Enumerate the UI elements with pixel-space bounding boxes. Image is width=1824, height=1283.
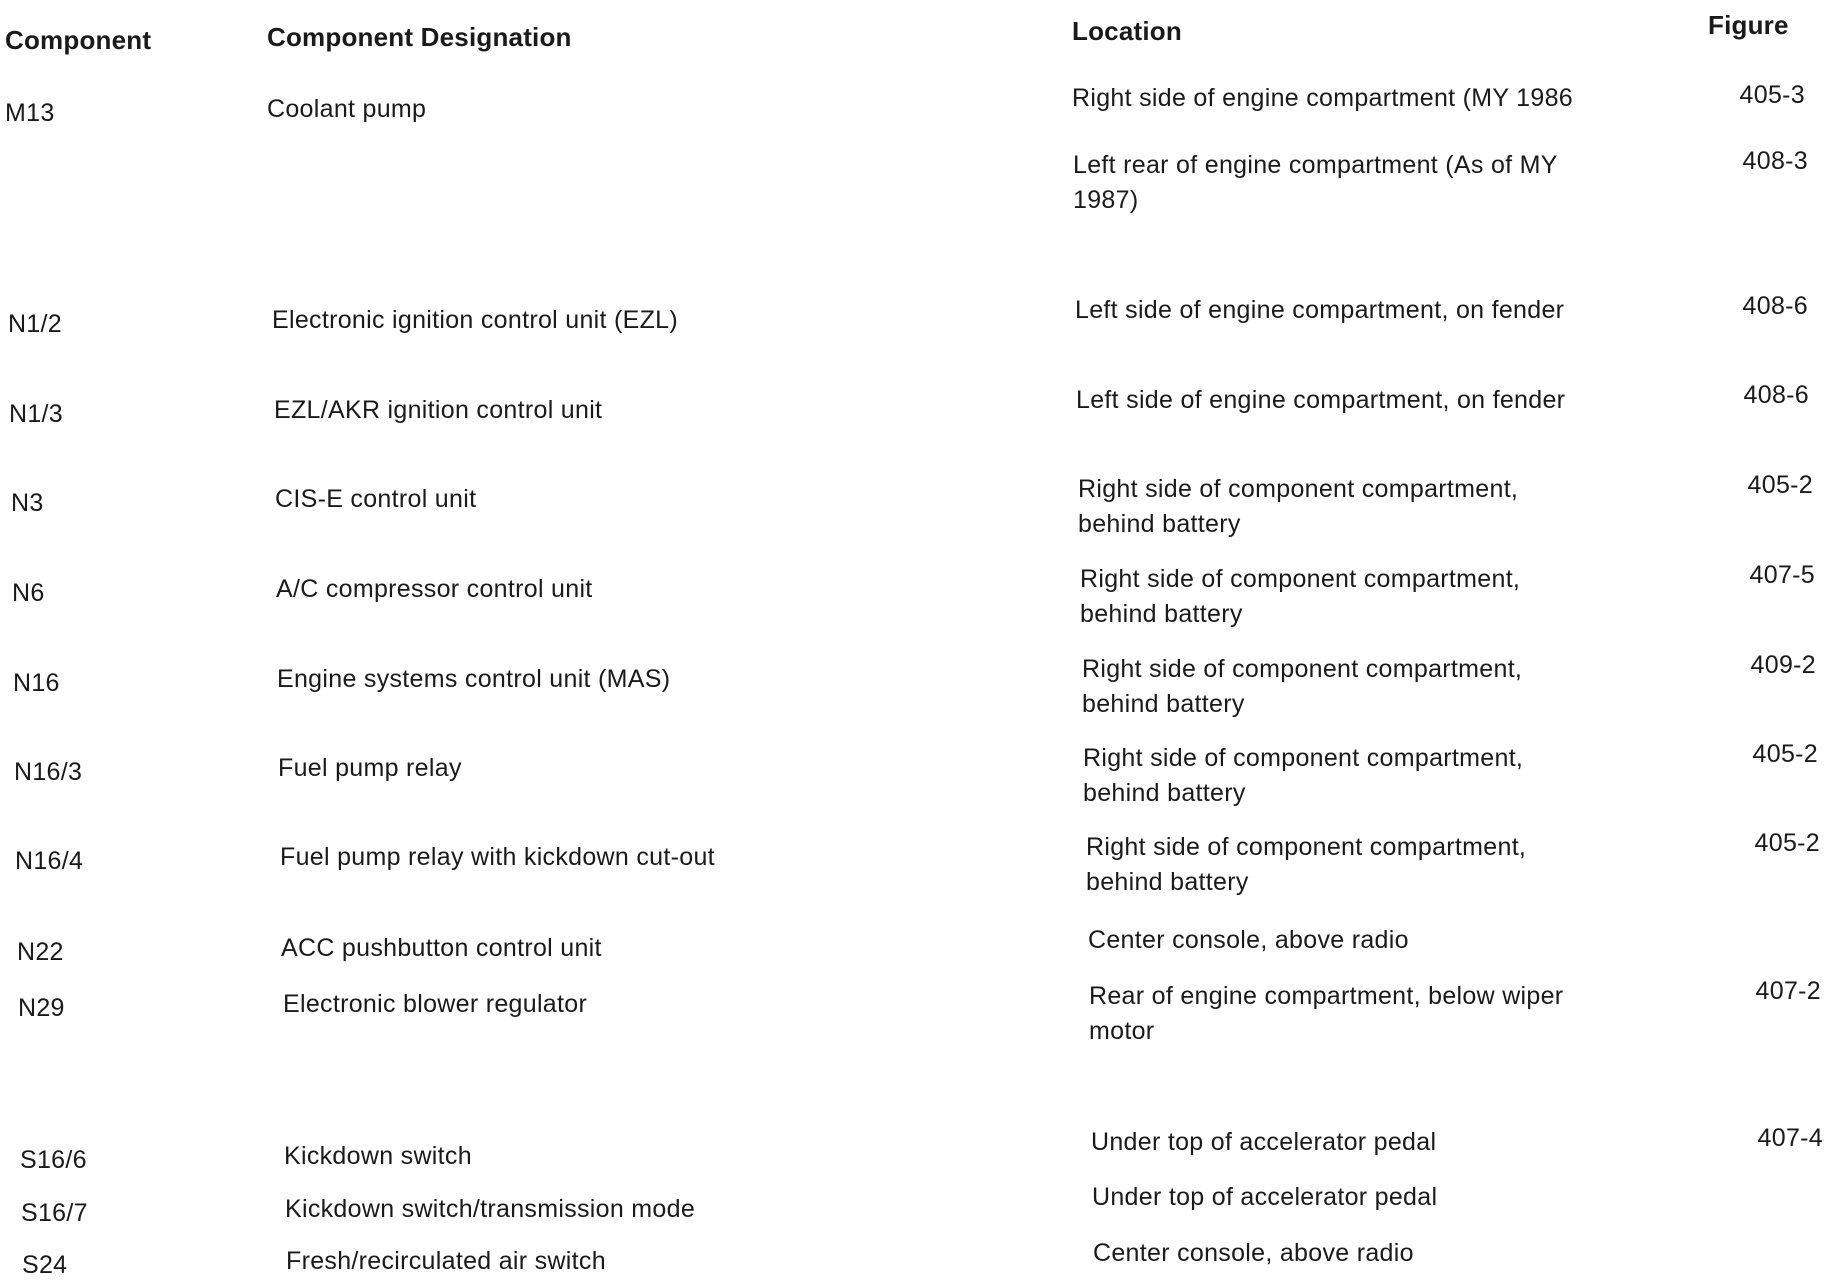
component-code: N3: [11, 489, 44, 517]
figure-ref: 408-6: [1742, 292, 1808, 320]
component-designation: Kickdown switch: [284, 1142, 472, 1170]
component-designation: ACC pushbutton control unit: [281, 934, 602, 962]
figure-ref: 407-4: [1757, 1124, 1823, 1152]
figure-ref: 408-3: [1742, 147, 1808, 175]
header-component: Component: [5, 25, 152, 55]
component-designation: A/C compressor control unit: [276, 575, 593, 603]
component-designation: Electronic ignition control unit (EZL): [272, 306, 679, 334]
header-designation: Component Designation: [267, 22, 572, 52]
component-code: S24: [22, 1251, 68, 1279]
component-location: Right side of component compartment, behind battery: [1080, 565, 1521, 628]
figure-ref: 405-2: [1752, 740, 1818, 768]
component-code: S16/6: [20, 1146, 87, 1174]
figure-ref: 407-5: [1749, 561, 1815, 589]
component-location: Right side of component compartment, behind battery: [1086, 833, 1527, 896]
figure-ref: 405-2: [1754, 829, 1820, 857]
component-code: S16/7: [21, 1199, 88, 1227]
component-location: Left side of engine compartment, on fender: [1075, 296, 1565, 324]
component-location: Center console, above radio: [1088, 926, 1409, 954]
figure-ref: 408-6: [1743, 381, 1809, 409]
component-location: Center console, above radio: [1093, 1239, 1414, 1267]
component-location: Right side of engine compartment (MY 1986: [1072, 84, 1573, 112]
component-code: N16: [13, 669, 60, 697]
component-location: Rear of engine compartment, below wiper motor: [1089, 982, 1564, 1045]
component-location: Right side of component compartment, behind battery: [1078, 475, 1519, 538]
component-designation: Kickdown switch/transmission mode: [285, 1195, 696, 1223]
figure-ref: 405-2: [1747, 471, 1813, 499]
header-location: Location: [1072, 16, 1182, 46]
component-code: N29: [18, 994, 65, 1022]
header-figure: Figure: [1708, 10, 1789, 40]
component-designation: Fuel pump relay: [278, 754, 462, 782]
component-location: Right side of component compartment, behind battery: [1082, 655, 1523, 718]
component-code: N1/2: [8, 310, 63, 338]
component-designation: Engine systems control unit (MAS): [277, 665, 671, 693]
component-location: Left rear of engine compartment (As of MY 1987): [1073, 151, 1558, 214]
component-location: Left side of engine compartment, on fender: [1076, 386, 1566, 414]
component-code: N22: [17, 938, 64, 966]
figure-ref: 405-3: [1739, 81, 1805, 109]
component-designation: Electronic blower regulator: [283, 990, 588, 1018]
component-location: Right side of component compartment, behind battery: [1083, 744, 1524, 807]
component-code: N6: [12, 579, 45, 607]
component-code: N1/3: [9, 400, 64, 428]
component-code: N16/3: [14, 758, 83, 786]
component-code: N16/4: [15, 847, 84, 875]
component-designation: CIS-E control unit: [275, 485, 477, 513]
component-designation: EZL/AKR ignition control unit: [274, 396, 603, 424]
component-designation: Fresh/recirculated air switch: [286, 1247, 606, 1275]
component-location: Under top of accelerator pedal: [1092, 1183, 1438, 1211]
component-designation: Fuel pump relay with kickdown cut-out: [280, 843, 715, 871]
component-designation: Coolant pump: [267, 95, 427, 123]
figure-ref: 409-2: [1750, 651, 1816, 679]
component-location: Under top of accelerator pedal: [1091, 1128, 1437, 1156]
component-code: M13: [5, 99, 55, 127]
figure-ref: 407-2: [1755, 977, 1821, 1005]
